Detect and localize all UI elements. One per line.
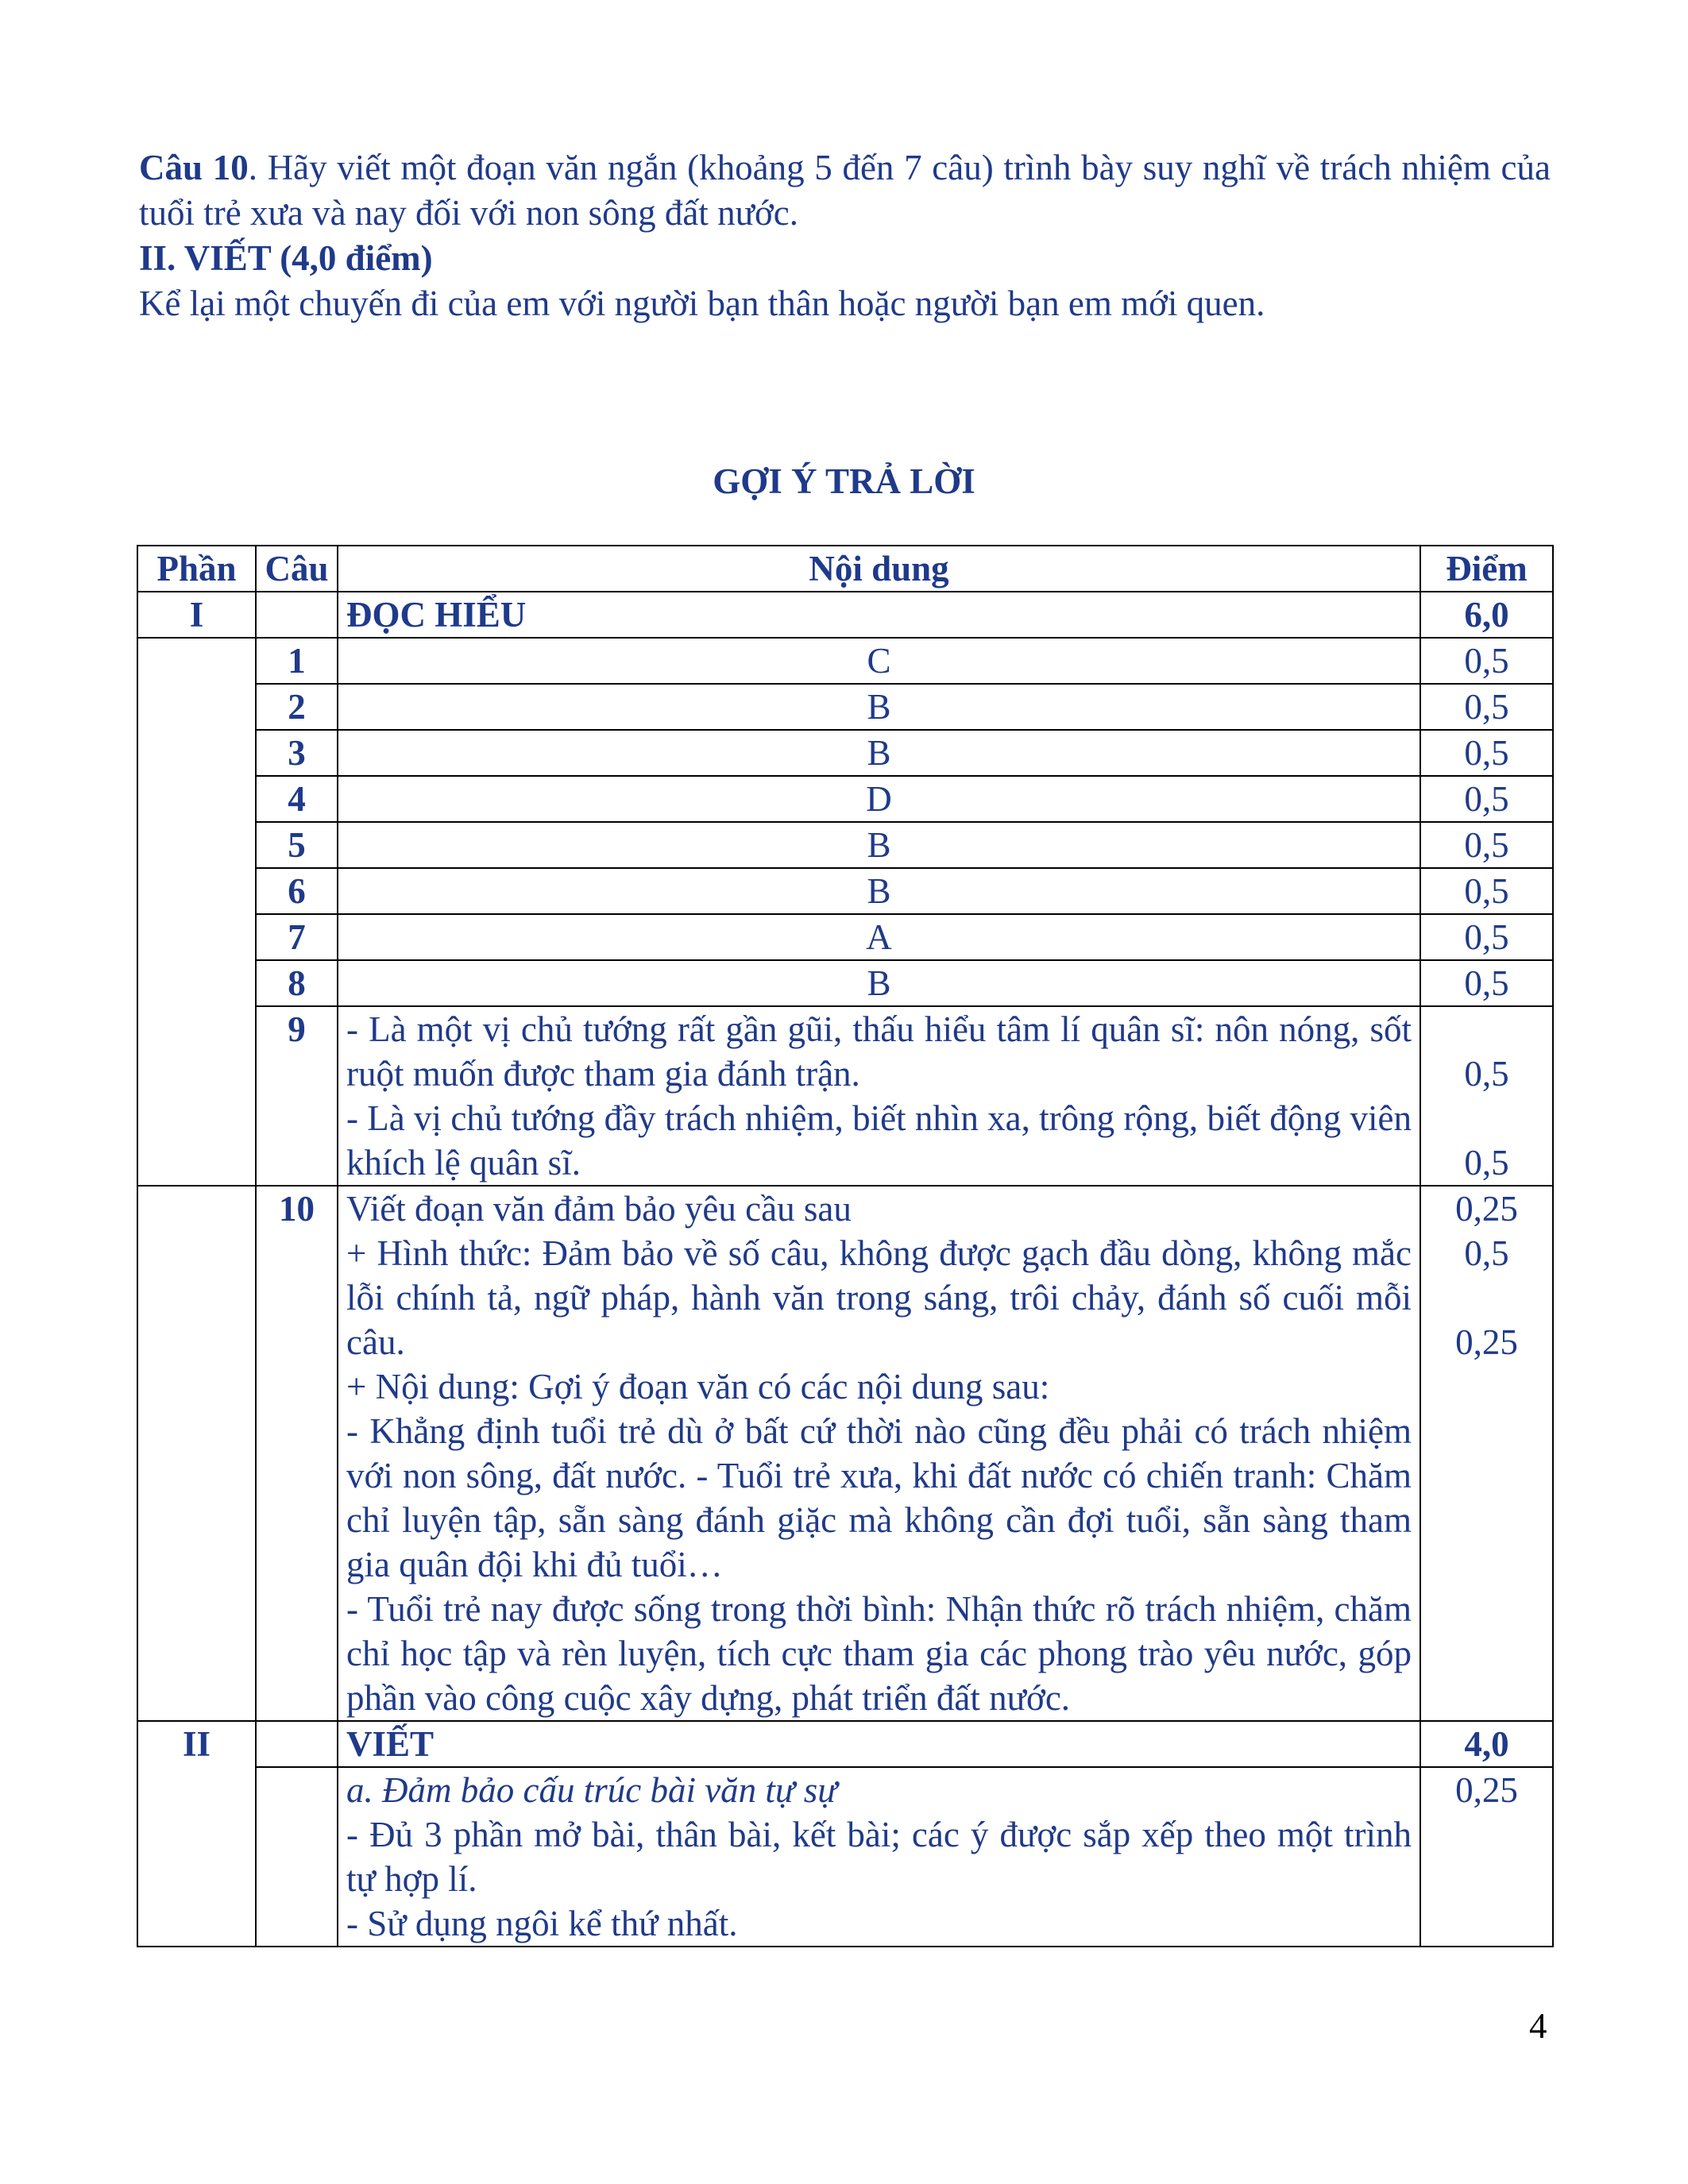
question-10-label: Câu 10 <box>139 148 249 187</box>
table-row <box>137 868 1553 914</box>
score-cell: 0,5 <box>1464 1054 1509 1094</box>
part-1-title: ĐỌC HIỂU <box>338 592 1420 638</box>
header-diem: Điểm <box>1420 546 1553 592</box>
writing-heading: II. VIẾT (4,0 điểm) <box>139 238 433 278</box>
question-number: 2 <box>256 684 338 730</box>
part-1-label: I <box>137 592 256 638</box>
answer-cell: B <box>338 684 1420 730</box>
answer-table <box>137 545 1554 1947</box>
score-cell: 0,5 <box>1420 868 1553 914</box>
answer-cell: A <box>338 914 1420 960</box>
part-2-title: VIẾT <box>338 1721 1420 1767</box>
question-10-point-3: + Nội dung: Gợi ý đoạn văn có các nội dung sau: <box>346 1367 1050 1406</box>
score-cell: 0,5 <box>1420 730 1553 776</box>
question-9-scores <box>1420 1006 1553 1186</box>
table-row <box>137 960 1553 1006</box>
part-2a-content <box>338 1767 1420 1947</box>
answer-cell: C <box>338 638 1420 684</box>
question-number: 5 <box>256 822 338 868</box>
question-10-point-4: - Khẳng định tuổi trẻ dù ở bất cứ thời nào cũng đều phải có trách nhiệm với non sông, đất nước. - Tuổi trẻ xưa, khi đất nước có chiến tranh: Chăm chỉ luyện tập, sẵn sàng đánh giặc mà không cần đợi tuổi, sẵn sàng tham gia quân đội khi đủ tuổi… <box>346 1411 1412 1584</box>
part-2-score: 4,0 <box>1420 1721 1553 1767</box>
empty-cell <box>256 592 338 638</box>
question-10-scores <box>1420 1186 1553 1721</box>
score-cell: 0,25 <box>1420 1767 1553 1947</box>
answer-cell: B <box>338 868 1420 914</box>
part-1-score: 6,0 <box>1420 592 1553 638</box>
part-2-label: II <box>137 1721 256 1947</box>
question-number: 10 <box>256 1186 338 1721</box>
part-2-row <box>137 1721 1553 1767</box>
question-number: 3 <box>256 730 338 776</box>
page-number: 4 <box>1529 2006 1547 2046</box>
score-cell: 0,5 <box>1464 1143 1509 1183</box>
score-cell: 0,25 <box>1455 1189 1518 1229</box>
answer-cell: D <box>338 776 1420 822</box>
score-cell: 0,5 <box>1464 1233 1509 1273</box>
table-row <box>137 822 1553 868</box>
part-2a-point-2: - Sử dụng ngôi kể thứ nhất. <box>346 1904 738 1943</box>
table-row <box>137 914 1553 960</box>
table-row <box>137 638 1553 684</box>
header-phan: Phần <box>137 546 256 592</box>
score-cell: 0,5 <box>1420 914 1553 960</box>
score-cell: 0,5 <box>1420 960 1553 1006</box>
question-number: 1 <box>256 638 338 684</box>
question-9-point-2: - Là vị chủ tướng đầy trách nhiệm, biết nhìn xa, trông rộng, biết động viên khích lệ quân sĩ. <box>346 1098 1412 1183</box>
header-noi-dung: Nội dung <box>338 546 1420 592</box>
table-row <box>137 730 1553 776</box>
part-1-row <box>137 592 1553 638</box>
question-number: 4 <box>256 776 338 822</box>
score-cell: 0,5 <box>1420 822 1553 868</box>
empty-phan-cell <box>137 1186 256 1721</box>
empty-cell <box>256 1767 338 1947</box>
question-number: 9 <box>256 1006 338 1186</box>
question-9-point-1: - Là một vị chủ tướng rất gần gũi, thấu hiểu tâm lí quân sĩ: nôn nóng, sốt ruột muốn được tham gia đánh trận. <box>346 1009 1412 1094</box>
answer-cell: B <box>338 730 1420 776</box>
score-cell: 0,5 <box>1420 776 1553 822</box>
table-row <box>137 684 1553 730</box>
score-cell: 0,5 <box>1420 684 1553 730</box>
question-number: 8 <box>256 960 338 1006</box>
question-10-point-5: - Tuổi trẻ nay được sống trong thời bình: Nhận thức rõ trách nhiệm, chăm chỉ học tập và rèn luyện, tích cực tham gia các phong trào yêu nước, góp phần vào công cuộc xây dựng, phát triển đất nước. <box>346 1589 1412 1718</box>
question-10-content <box>338 1186 1420 1721</box>
table-header-row <box>137 546 1553 592</box>
exam-questions <box>139 145 1551 326</box>
answer-cell: B <box>338 822 1420 868</box>
answer-guide-title: GỢI Ý TRẢ LỜI <box>713 461 975 501</box>
table-row <box>137 776 1553 822</box>
question-10-row <box>137 1186 1553 1721</box>
question-10 <box>139 145 1551 236</box>
question-9-content <box>338 1006 1420 1186</box>
part-2a-row <box>137 1767 1553 1947</box>
question-10-point-2: + Hình thức: Đảm bảo về số câu, không được gạch đầu dòng, không mắc lỗi chính tả, ngữ pháp, hành văn trong sáng, trôi chảy, đánh số cuối mỗi câu. <box>346 1233 1412 1362</box>
empty-phan-cell <box>137 638 256 1186</box>
writing-prompt: Kể lại một chuyến đi của em với người bạn thân hoặc người bạn em mới quen. <box>139 284 1265 323</box>
question-9-row <box>137 1006 1553 1186</box>
answer-cell: B <box>338 960 1420 1006</box>
question-10-text: . Hãy viết một đoạn văn ngắn (khoảng 5 đến 7 câu) trình bày suy nghĩ về trách nhiệm của tuổi trẻ xưa và nay đối với non sông đất nước. <box>139 148 1551 233</box>
question-number: 6 <box>256 868 338 914</box>
empty-cell <box>256 1721 338 1767</box>
question-10-point-1: Viết đoạn văn đảm bảo yêu cầu sau <box>346 1189 852 1229</box>
part-2a-point-1: - Đủ 3 phần mở bài, thân bài, kết bài; các ý được sắp xếp theo một trình tự hợp lí. <box>346 1815 1412 1899</box>
part-2a-heading: a. Đảm bảo cấu trúc bài văn tự sự <box>346 1770 837 1810</box>
score-cell: 0,5 <box>1420 638 1553 684</box>
header-cau: Câu <box>256 546 338 592</box>
score-cell: 0,25 <box>1455 1322 1518 1362</box>
question-number: 7 <box>256 914 338 960</box>
